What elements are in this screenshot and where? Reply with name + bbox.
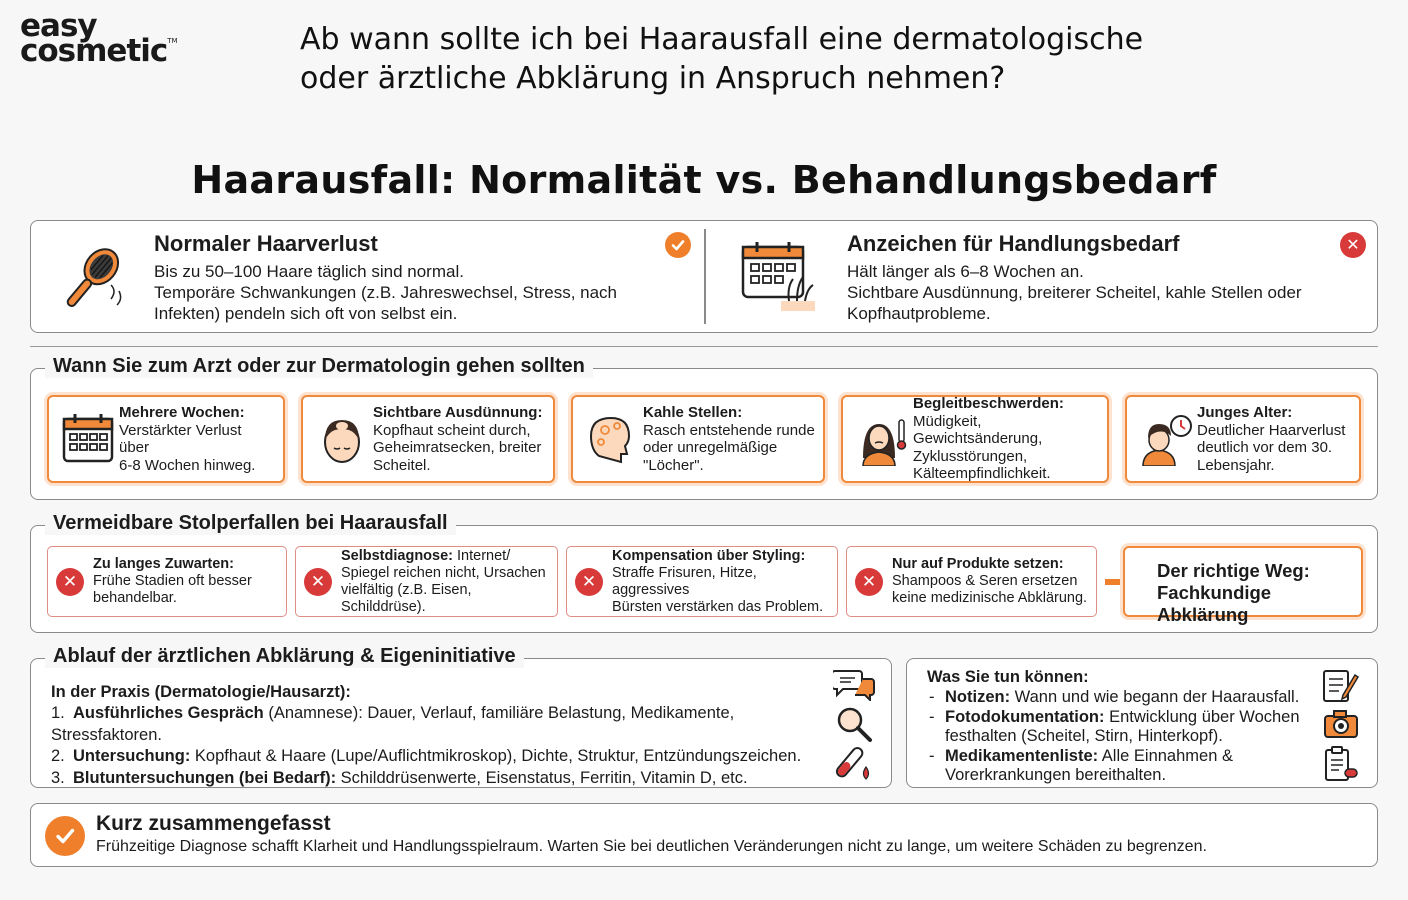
- x-icon: ✕: [1340, 232, 1366, 258]
- doctor-section: [30, 355, 1378, 500]
- medication-list-icon: [1323, 745, 1359, 788]
- bald-patch-head-icon: [581, 412, 643, 466]
- pitfall-products-l2: keine medizinische Abklärung.: [892, 590, 1088, 606]
- thinning-head-icon: [311, 412, 373, 466]
- pitfall-selfdiag-title: Selbstdiagnose:: [341, 547, 453, 564]
- check-icon: [45, 816, 85, 856]
- pitfall-selfdiag-rest: Internet/: [453, 547, 511, 564]
- card-bald-l2: oder unregelmäßige: [643, 439, 778, 456]
- right-way-card: [1123, 546, 1363, 625]
- process-step: 3. Blutuntersuchungen (bei Bedarf): Schilddrüsenwerte, Eisenstatus, Ferritin, Vitamin D, etc.: [51, 768, 748, 787]
- question-line2: oder ärztliche Abklärung in Anspruch nehmen?: [300, 61, 1006, 96]
- x-icon: ✕: [56, 568, 84, 596]
- pitfall-products-l1: Shampoos & Seren ersetzen: [892, 573, 1078, 589]
- pitfall-waiting-title: Zu langes Zuwarten:: [93, 556, 234, 572]
- brand-logo: [20, 8, 178, 70]
- card-age-title: Junges Alter:: [1197, 404, 1293, 421]
- card-symptoms-l1: Müdigkeit, Gewichtsänderung,: [913, 412, 1043, 448]
- summary-box: [30, 803, 1378, 867]
- doctor-card-symptoms: [841, 395, 1109, 483]
- comparison-box: [30, 220, 1378, 333]
- right-way-line2: Fachkundige Abklärung: [1157, 582, 1272, 625]
- pitfall-card-selfdiagnosis: [295, 546, 558, 617]
- process-steps: [51, 703, 841, 789]
- card-bald-title: Kahle Stellen:: [643, 404, 743, 421]
- card-thinning-l3: Scheitel.: [373, 456, 431, 474]
- x-icon: ✕: [304, 568, 332, 596]
- calendar-hair-icon: [739, 239, 819, 319]
- divider: [704, 229, 706, 324]
- card-bald-l3: "Löcher".: [643, 456, 704, 474]
- notepad-icon: [1321, 667, 1359, 708]
- pitfall-products-title: Nur auf Produkte setzen:: [892, 556, 1064, 572]
- blood-test-icon: [833, 745, 873, 788]
- card-symptoms-l3: Kälteempfindlichkeit.: [913, 465, 1051, 483]
- todo-item: - Fotodokumentation: Entwicklung über Wochen festhalten (Scheitel, Stirn, Hinterkopf).: [927, 708, 1307, 747]
- normal-loss-line2: Temporäre Schwankungen (z.B. Jahreswechsel, Stress, nach: [154, 283, 618, 302]
- card-age-l3: Lebensjahr.: [1197, 456, 1275, 474]
- signs-line3: Kopfhautprobleme.: [847, 304, 991, 323]
- camera-icon: [1323, 709, 1359, 744]
- doctor-section-title: Wann Sie zum Arzt oder zur Dermatologin gehen sollten: [45, 355, 593, 378]
- card-symptoms-l2: Zyklusstörungen,: [913, 447, 1028, 465]
- pitfall-waiting-l1: Frühe Stadien oft besser: [93, 573, 252, 589]
- card-thinning-l1: Kopfhaut scheint durch,: [373, 421, 531, 439]
- todo-box: [906, 658, 1378, 788]
- normal-loss-line3: Infekten) pendeln sich oft von selbst ein.: [154, 304, 458, 323]
- doctor-card-weeks: [47, 395, 285, 483]
- process-section: [30, 645, 892, 788]
- doctor-card-bald: [571, 395, 825, 483]
- magnifier-icon: [835, 705, 873, 748]
- card-thinning-l2: Geheimratsecken, breiter: [373, 439, 542, 456]
- section-separator: [30, 346, 1378, 347]
- todo-item: - Medikamentenliste: Alle Einnahmen & Vorerkrankungen bereithalten.: [927, 747, 1307, 786]
- page-question: [300, 20, 1200, 98]
- pitfalls-section-title: Vermeidbare Stolperfallen bei Haarausfall: [45, 512, 456, 535]
- card-age-l1: Deutlicher Haarverlust: [1197, 421, 1346, 439]
- pitfall-waiting-l2: behandelbar.: [93, 590, 177, 606]
- todo-item: - Notizen: Wann und wie begann der Haarausfall.: [927, 688, 1307, 708]
- signs-line2: Sichtbare Ausdünnung, breiterer Scheitel, kahle Stellen oder: [847, 283, 1302, 302]
- pitfall-card-waiting: [47, 546, 287, 617]
- doctor-card-age: [1125, 395, 1361, 483]
- signs-title: Anzeichen für Handlungsbedarf: [847, 231, 1180, 256]
- hairbrush-icon: [51, 239, 131, 319]
- pitfall-selfdiag-l2: vielfältig (z.B. Eisen, Schilddrüse).: [341, 581, 472, 615]
- todo-list: [927, 688, 1307, 786]
- process-subtitle: In der Praxis (Dermatologie/Hausarzt):: [51, 683, 351, 701]
- normal-loss-block: [154, 231, 674, 324]
- card-weeks-title: Mehrere Wochen:: [119, 404, 245, 421]
- doctor-card-thinning: [301, 395, 555, 483]
- card-weeks-l1: Verstärkter Verlust über: [119, 421, 242, 456]
- pitfall-selfdiag-l1: Spiegel reichen nicht, Ursachen: [341, 564, 546, 581]
- normal-loss-line1: Bis zu 50–100 Haare täglich sind normal.: [154, 262, 464, 281]
- pitfall-card-styling: [566, 546, 838, 617]
- pitfall-styling-title: Kompensation über Styling:: [612, 547, 806, 564]
- brand-tm: TM: [167, 37, 178, 46]
- main-title: Haarausfall: Normalität vs. Behandlungsbedarf: [191, 158, 1217, 202]
- card-age-l2: deutlich vor dem 30.: [1197, 439, 1333, 456]
- card-thinning-title: Sichtbare Ausdünnung:: [373, 404, 543, 421]
- todo-title: Was Sie tun können:: [927, 668, 1089, 686]
- young-man-clock-icon: [1135, 412, 1197, 466]
- pitfalls-section: [30, 512, 1378, 633]
- pitfall-styling-l2: Bürsten verstärken das Problem.: [612, 598, 824, 615]
- process-step: 1. Ausführliches Gespräch (Anamnese): Dauer, Verlauf, familiäre Belastung, Medikamente, Stressfaktoren.: [51, 704, 735, 744]
- question-line1: Ab wann sollte ich bei Haarausfall eine dermatologische: [300, 22, 1144, 57]
- summary-text: Frühzeitige Diagnose schafft Klarheit und Handlungsspielraum. Warten Sie bei deutlichen Veränderungen nicht zu lange, um weitere Schäden zu begrenzen.: [96, 838, 1207, 855]
- process-section-title: Ablauf der ärztlichen Abklärung & Eigeninitiative: [45, 645, 524, 668]
- x-icon: ✕: [855, 568, 883, 596]
- card-symptoms-title: Begleitbeschwerden:: [913, 395, 1064, 413]
- summary-title: Kurz zusammengefasst: [96, 812, 331, 835]
- x-icon: ✕: [575, 568, 603, 596]
- right-way-line1: Der richtige Weg:: [1157, 560, 1310, 581]
- card-bald-l1: Rasch entstehende runde: [643, 421, 815, 439]
- check-icon: [665, 232, 691, 258]
- signs-block: [847, 231, 1347, 324]
- calendar-icon: [57, 412, 119, 466]
- card-weeks-l2: 6-8 Wochen hinweg.: [119, 456, 256, 474]
- normal-loss-title: Normaler Haarverlust: [154, 231, 378, 256]
- signs-line1: Hält länger als 6–8 Wochen an.: [847, 262, 1084, 281]
- woman-thermometer-icon: [851, 412, 913, 466]
- brand-line1: easy: [20, 8, 97, 44]
- process-step: 2. Untersuchung: Kopfhaut & Haare (Lupe/Auflichtmikroskop), Dichte, Struktur, Entzündungszeichen.: [51, 747, 802, 765]
- brand-line2: cosmetic: [20, 33, 168, 70]
- speech-bubbles-icon: [833, 667, 875, 706]
- pitfall-styling-l1: Straffe Frisuren, Hitze, aggressives: [612, 564, 757, 598]
- pitfall-card-products: [846, 546, 1097, 617]
